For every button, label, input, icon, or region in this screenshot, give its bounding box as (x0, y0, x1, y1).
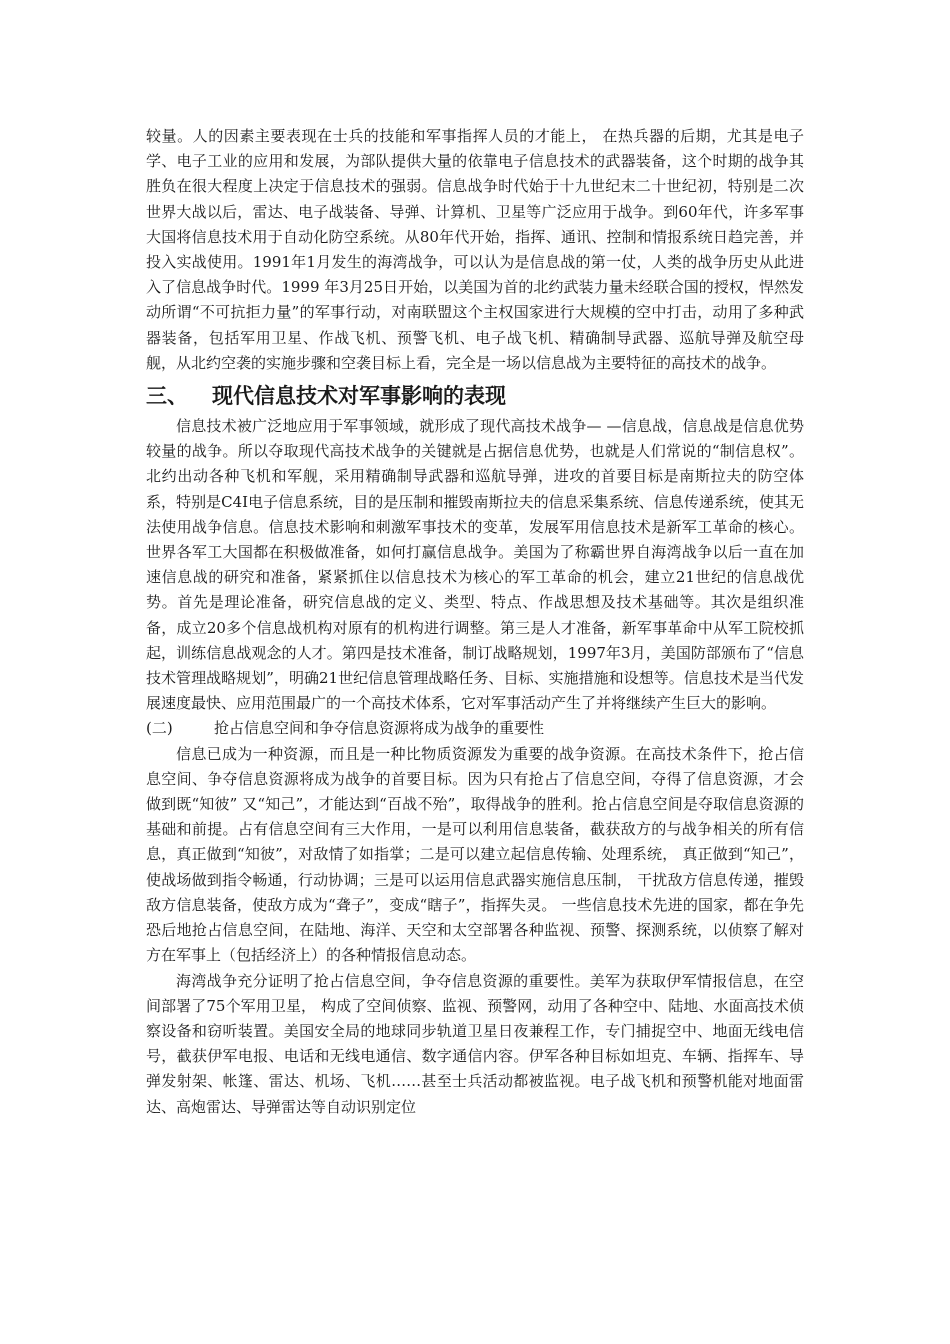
paragraph-info-tech-military: 信息技术被广泛地应用于军事领域，就形成了现代高技术战争— —信息战，信息战是信息优势较量的战争。所以夺取现代高技术战争的关键就是占据信息优势，也就是人们常说的“制信息权”。北约出动各种飞机和军舰，采用精确制导武器和巡航导弹，进攻的首要目标是南斯拉夫的防空体系，特别是C4I电子信息系统，目的是压制和摧毁南斯拉夫的信息采集系统、信息传递系统，使其无法使用战争信息。信息技术影响和刺激军事技术的变革，发展军用信息技术是新军工革命的核心。世界各军工大国都在积极做准备，如何打赢信息战争。美国为了称霸世界自海湾战争以后一直在加速信息战的研究和准备，紧紧抓住以信息技术为核心的军工革命的机会，建立21世纪的信息战优势。首先是理论准备，研究信息战的定义、类型、特点、作战思想及技术基础等。其次是组织准备，成立20多个信息战机构对原有的机构进行调整。第三是人才准备，新军事革命中从军工院校抓起，训练信息战观念的人才。第四是技术准备，制订战略规划，1997年3月，美国防部颁布了“信息技术管理战略规划”，明确21世纪信息管理战略任务、目标、实施措施和设想等。信息技术是当代发展速度最快、应用范围最广的一个高技术体系，它对军事活动产生了并将继续产生巨大的影响。 (146, 417, 804, 713)
section-number: 三、 (146, 384, 188, 409)
paragraph-gulf-war: 海湾战争充分证明了抢占信息空间，争夺信息资源的重要性。美军为获取伊军情报信息，在空间部署了75个军用卫星， 构成了空间侦察、监视、预警网，动用了各种空中、陆地、水面高技术侦察设备和窃听装置。美国安全局的地球同步轨道卫星日夜兼程工作，专门捕捉空中、地面无线电信号，截获伊军电报、电话和无线电通信、数字通信内容。伊军各种目标如坦克、车辆、指挥车、导弹发射架、帐篷、雷达、机场、飞机……甚至士兵活动都被监视。电子战飞机和预警机能对地面雷达、高炮雷达、导弹雷达等自动识别定位 (146, 971, 804, 1116)
subsection-title: 抢占信息空间和争夺信息资源将成为战争的重要性 (214, 719, 545, 738)
section-heading-three (146, 381, 804, 411)
paragraph-continuation: 较量。人的因素主要表现在士兵的技能和军事指挥人员的才能上， 在热兵器的后期，尤其是电子学、电子工业的应用和发展，为部队提供大量的依靠电子信息技术的武器装备，这个时期的战争其胜负在很大程度上决定于信息技术的强弱。信息战争时代始于十九世纪末二十世纪初，特别是二次世界大战以后，雷达、电子战装备、导弹、计算机、卫星等广泛应用于战争。到60年代，许多军事大国将信息技术用于自动化防空系统。从80年代开始，指挥、通讯、控制和情报系统日趋完善，并投入实战使用。1991年1月发生的海湾战争，可以认为是信息战的第一仗，人类的战争历史从此进入了信息战争时代。1999 年3月25日开始，以美国为首的北约武装力量未经联合国的授权，悍然发动所谓“不可抗拒力量”的军事行动，对南联盟这个主权国家进行大规模的空中打击，动用了多种武器装备，包括军用卫星、作战飞机、预警飞机、电子战飞机、精确制导武器、巡航导弹及航空母舰，从北约空袭的实施步骤和空袭目标上看，完全是一场以信息战为主要特征的高技术的战争。 (146, 127, 804, 372)
paragraph-info-resource: 信息已成为一种资源，而且是一种比物质资源发为重要的战争资源。在高技术条件下，抢占信息空间、争夺信息资源将成为战争的首要目标。因为只有抢占了信息空间，夺得了信息资源，才会做到既“知彼” 又“知己”，才能达到“百战不殆”，取得战争的胜利。抢占信息空间是夺取信息资源的基础和前提。占有信息空间有三大作用，一是可以利用信息装备，截获敌方的与战争相关的所有信息，真正做到“知彼”，对敌情了如指掌；二是可以建立起信息传输、处理系统， 真正做到“知己”，使战场做到指令畅通，行动协调；三是可以运用信息武器实施信息压制， 干扰敌方信息传递，摧毁敌方信息装备，使敌方成为“聋子”，变成“瞎子”，指挥失灵。 一些信息技术先进的国家，都在争先恐后地抢占信息空间，在陆地、海洋、天空和太空部署各种监视、预警、探测系统，以侦察了解对方在军事上（包括经济上）的各种情报信息动态。 (146, 744, 804, 965)
section-title: 现代信息技术对军事影响的表现 (212, 384, 506, 409)
subsection-number: (二) (146, 719, 173, 738)
subsection-heading-two (146, 716, 804, 741)
document-page (146, 124, 804, 1120)
